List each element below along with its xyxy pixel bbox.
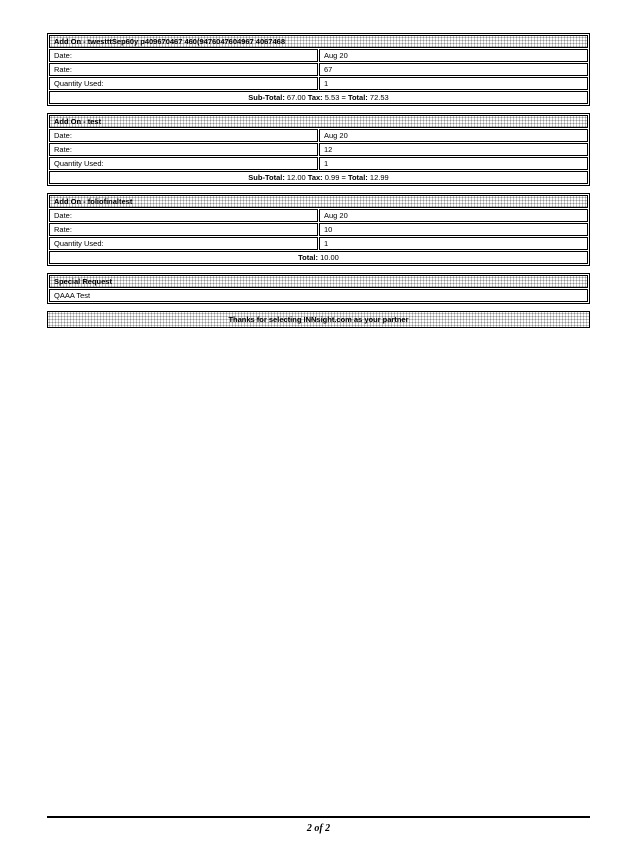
page-content [47, 33, 590, 328]
field-label-date: Date: [49, 209, 318, 222]
field-value-date: Aug 20 [319, 49, 588, 62]
field-value-rate: 10 [319, 223, 588, 236]
field-label-rate: Rate: [49, 143, 318, 156]
addon-title: Add On - twestttSep60y p409670467 460(9476047604967 4067468 [49, 35, 588, 48]
table-header-row [49, 115, 588, 128]
field-value-rate: 12 [319, 143, 588, 156]
table-row [49, 209, 588, 222]
total-label: Total: [347, 93, 368, 102]
equals-sign: = [341, 93, 346, 102]
field-value-date: Aug 20 [319, 129, 588, 142]
addon-table-2 [47, 113, 590, 186]
totals-line [49, 91, 588, 104]
tax-label: Tax: [307, 173, 323, 182]
subtotal-value: 12.00 [286, 173, 306, 182]
field-label-quantity: Quantity Used: [49, 157, 318, 170]
field-value-quantity: 1 [319, 77, 588, 90]
table-row [49, 157, 588, 170]
table-row [49, 77, 588, 90]
totals-row [49, 251, 588, 264]
table-header-row [49, 35, 588, 48]
special-request-table [47, 273, 590, 304]
total-value: 12.99 [369, 173, 389, 182]
table-row [49, 129, 588, 142]
page-indicator: 2 of 2 [306, 823, 331, 834]
subtotal-label: Sub-Total: [248, 93, 285, 102]
thank-you-banner: Thanks for selecting INNsight.com as your partner [47, 311, 590, 328]
table-header-row [49, 275, 588, 288]
table-row [49, 223, 588, 236]
field-label-rate: Rate: [49, 63, 318, 76]
total-value: 72.53 [369, 93, 389, 102]
tax-value: 0.99 [324, 173, 340, 182]
tax-value: 5.53 [324, 93, 340, 102]
addon-table-3 [47, 193, 590, 266]
field-value-rate: 67 [319, 63, 588, 76]
field-label-quantity: Quantity Used: [49, 77, 318, 90]
field-value-date: Aug 20 [319, 209, 588, 222]
totals-line [49, 251, 588, 264]
field-label-quantity: Quantity Used: [49, 237, 318, 250]
tax-label: Tax: [307, 93, 323, 102]
field-value-quantity: 1 [319, 237, 588, 250]
table-row [49, 49, 588, 62]
totals-row [49, 91, 588, 104]
addon-title: Add On - foliofinaltest [49, 195, 588, 208]
total-value: 10.00 [320, 253, 339, 262]
total-label: Total: [298, 253, 318, 262]
page-footer [47, 816, 590, 836]
totals-row [49, 171, 588, 184]
table-row [49, 237, 588, 250]
table-header-row [49, 195, 588, 208]
totals-line [49, 171, 588, 184]
field-label-date: Date: [49, 129, 318, 142]
table-row [49, 289, 588, 302]
total-label: Total: [347, 173, 368, 182]
field-label-date: Date: [49, 49, 318, 62]
field-label-rate: Rate: [49, 223, 318, 236]
field-value-quantity: 1 [319, 157, 588, 170]
table-row [49, 63, 588, 76]
subtotal-value: 67.00 [286, 93, 306, 102]
addon-table-1 [47, 33, 590, 106]
equals-sign: = [341, 173, 346, 182]
subtotal-label: Sub-Total: [248, 173, 285, 182]
addon-title: Add On - test [49, 115, 588, 128]
special-request-content: QAAA Test [49, 289, 588, 302]
special-request-title: Special Request [49, 275, 588, 288]
table-row [49, 143, 588, 156]
